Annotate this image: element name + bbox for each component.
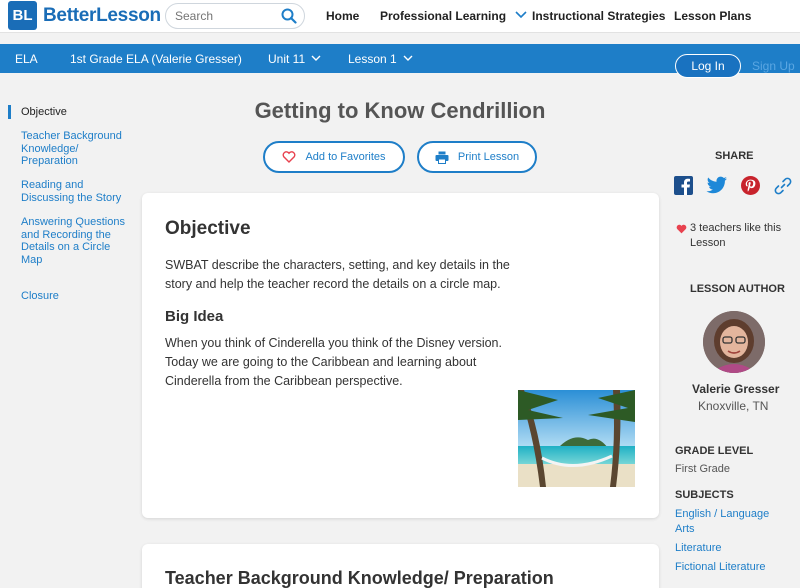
- grade-level-label: GRADE LEVEL: [675, 445, 754, 457]
- chevron-down-icon: [515, 11, 527, 19]
- signup-link[interactable]: Sign Up: [752, 59, 795, 73]
- breadcrumb-course[interactable]: 1st Grade ELA (Valerie Gresser): [70, 52, 242, 66]
- subjects-label: SUBJECTS: [675, 489, 734, 501]
- heart-outline-icon: [282, 151, 296, 163]
- chevron-down-icon: [403, 55, 413, 62]
- nav-professional-learning-label: Professional Learning: [380, 9, 507, 23]
- login-button[interactable]: Log In: [675, 54, 741, 78]
- add-to-favorites-label: Add to Favorites: [305, 151, 386, 163]
- likes-count-text: 3 teachers like this Lesson: [690, 222, 782, 249]
- breadcrumb-subject[interactable]: ELA: [15, 52, 38, 66]
- share-label: SHARE: [715, 150, 754, 162]
- betterlesson-logo[interactable]: [8, 1, 161, 30]
- top-navbar: [0, 0, 800, 33]
- breadcrumb-unit[interactable]: [268, 52, 321, 66]
- print-lesson-button[interactable]: [417, 141, 537, 173]
- heart-icon: [676, 224, 687, 234]
- print-lesson-label: Print Lesson: [457, 151, 520, 163]
- subject-link-ela[interactable]: English / Language Arts: [675, 508, 770, 535]
- breadcrumb-lesson-label: Lesson 1: [348, 52, 397, 66]
- author-name[interactable]: Valerie Gresser: [692, 382, 780, 396]
- search-box: [165, 3, 305, 29]
- breadcrumb-unit-label: Unit 11: [268, 52, 306, 66]
- pinterest-icon[interactable]: [741, 176, 761, 196]
- big-idea-heading: Big Idea: [165, 308, 224, 325]
- nav-lesson-plans[interactable]: Lesson Plans: [674, 9, 752, 23]
- sidebar-item-objective[interactable]: Objective: [21, 106, 67, 118]
- author-avatar[interactable]: [703, 311, 765, 373]
- sidebar-item-background[interactable]: Teacher Background Knowledge/ Preparation: [21, 130, 122, 167]
- logo-text: BetterLesson: [43, 4, 161, 26]
- sidebar-item-reading[interactable]: Reading and Discussing the Story: [21, 179, 122, 204]
- big-idea-text: When you think of Cinderella you think of the Disney version. Today we are going to the Caribbean and learning about Cinderella from the Caribbean perspective.: [165, 336, 502, 388]
- nav-instructional-strategies[interactable]: Instructional Strategies: [532, 9, 666, 23]
- objective-text: SWBAT describe the characters, setting, and key details in the story and help the teacher record the details on a circle map.: [165, 258, 510, 291]
- twitter-icon[interactable]: [706, 176, 726, 196]
- background-heading: Teacher Background Knowledge/ Preparation: [165, 568, 554, 588]
- search-icon[interactable]: [281, 8, 297, 29]
- lesson-author-label: LESSON AUTHOR: [690, 283, 785, 295]
- nav-home[interactable]: Home: [326, 9, 360, 23]
- search-input[interactable]: [175, 9, 280, 23]
- nav-professional-learning[interactable]: [380, 9, 527, 23]
- add-to-favorites-button[interactable]: [263, 141, 405, 173]
- sidebar-item-closure[interactable]: Closure: [21, 290, 59, 302]
- logo-mark: BL: [8, 1, 37, 30]
- objective-heading: Objective: [165, 218, 251, 239]
- subject-link-fictional-literature[interactable]: Fictional Literature: [675, 561, 766, 573]
- chevron-down-icon: [311, 55, 321, 62]
- active-section-marker: [8, 105, 11, 119]
- facebook-icon[interactable]: [674, 176, 694, 196]
- printer-icon: [435, 151, 449, 164]
- beach-image[interactable]: [518, 390, 635, 487]
- grade-level-value: First Grade: [675, 463, 731, 475]
- lesson-title: Getting to Know Cendrillion: [254, 98, 546, 123]
- sidebar-item-answering[interactable]: Answering Questions and Recording the Details on a Circle Map: [21, 216, 125, 266]
- link-icon[interactable]: [773, 176, 793, 196]
- subject-link-literature[interactable]: Literature: [675, 542, 722, 554]
- breadcrumb-lesson[interactable]: [348, 52, 413, 66]
- author-location: Knoxville, TN: [698, 399, 769, 413]
